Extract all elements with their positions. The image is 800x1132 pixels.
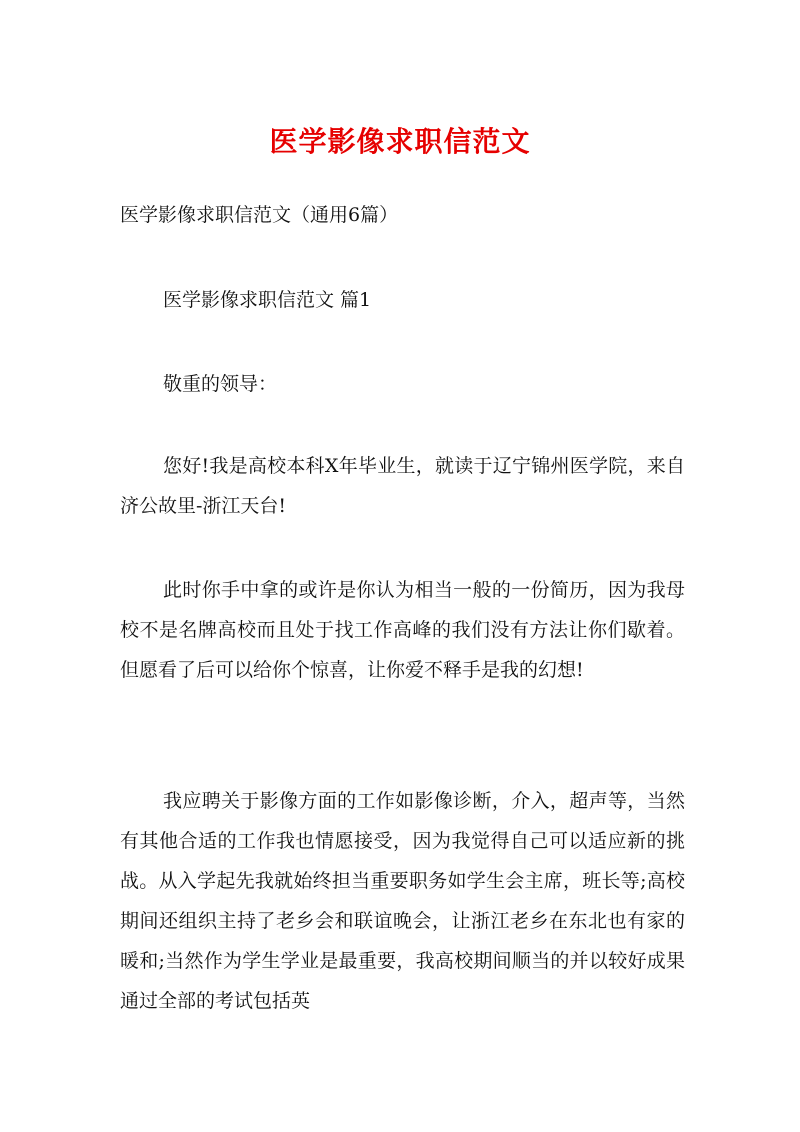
body-paragraph: 您好!我是高校本科X年毕业生，就读于辽宁锦州医学院，来自济公故里-浙江天台! bbox=[120, 455, 685, 517]
document-title: 医学影像求职信范文 bbox=[269, 125, 531, 158]
body-paragraph: 我应聘关于影像方面的工作如影像诊断，介入，超声等，当然有其他合适的工作我也情愿接受，因为我觉得自己可以适应新的挑战。从入学起先我就始终担当重要职务如学生会主席，班长等;高校期间还组织主持了老乡会和联谊晚会，让浙江老乡在东北也有家的暖和;当然作为学生学业是最重要，我高校期间顺当的并以较好成果通过全部的考试包括英 bbox=[120, 790, 685, 1012]
section-heading: 医学影像求职信范文 篇1 bbox=[163, 289, 372, 311]
document-subtitle: 医学影像求职信范文（通用6篇） bbox=[120, 204, 399, 226]
body-paragraph: 此时你手中拿的或许是你认为相当一般的一份简历，因为我母校不是名牌高校而且处于找工作高峰的我们没有方法让你们歇着。但愿看了后可以给你个惊喜，让你爱不释手是我的幻想! bbox=[120, 579, 685, 681]
letter-greeting: 敬重的领导： bbox=[163, 373, 278, 395]
